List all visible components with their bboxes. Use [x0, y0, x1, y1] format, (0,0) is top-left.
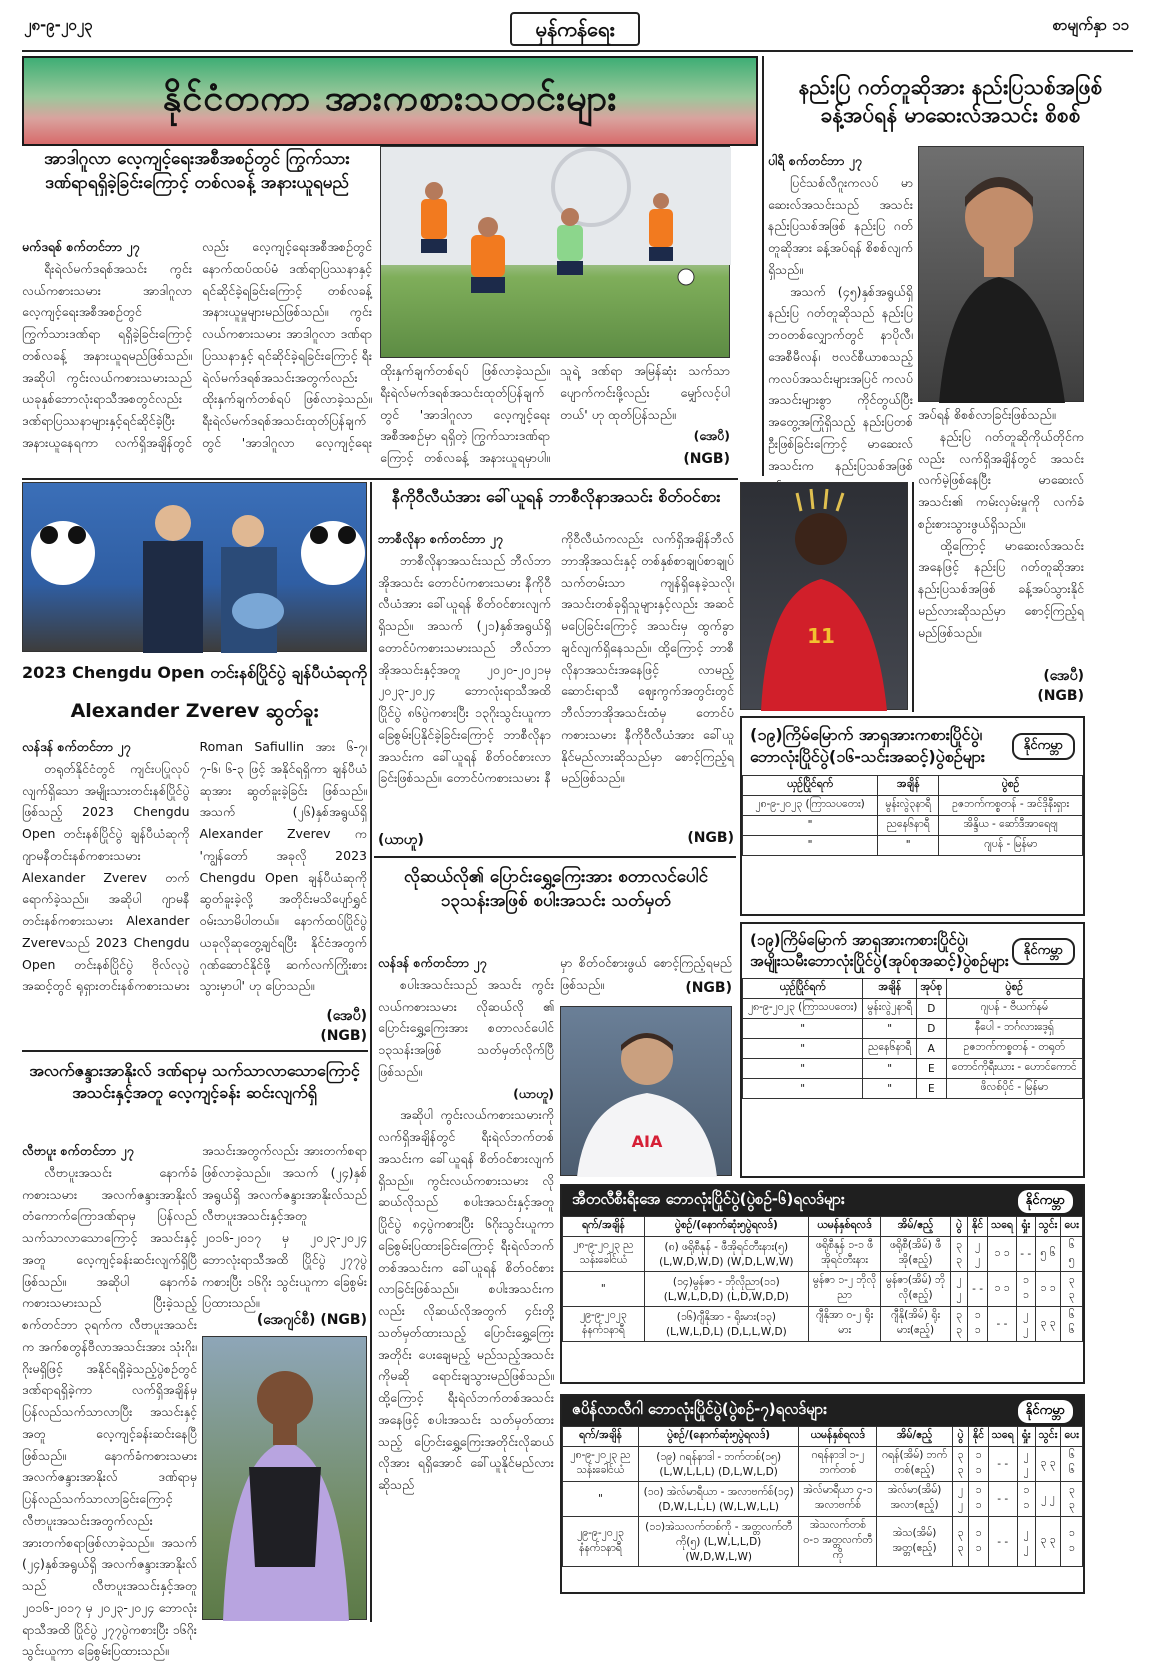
gattuso-byline: ပါရီ စက်တင်ဘာ ၂၇ — [768, 153, 862, 168]
zverev-byline: လန်ဒန် စက်တင်ဘာ ၂၇ — [22, 739, 131, 754]
zverev-headline-line2: Alexander Zverev ဆွတ်ခူး — [70, 700, 319, 723]
masthead-logo: မှန်ကန်ရေး — [510, 12, 640, 46]
table-row — [743, 795, 1083, 815]
table2-col-date: ယှဉ်ပြိုင်ရက် — [743, 979, 863, 999]
table-row — [563, 1307, 1083, 1342]
section-divider-4 — [374, 856, 736, 858]
zverev-photo — [22, 482, 367, 652]
table-cell: ညနေ၆နာရီ — [878, 815, 939, 835]
table-cell: ၃ ၃ — [1061, 1482, 1083, 1517]
nico-text: ဘာစီလိုနာအသင်းသည် ဘီလ်ဘာအိုအသင်း တောင်ပံကစားသမား နီကိုဝီလီယံအား ခေါ်ယူရန် စိတ်ဝင်စားလျက်ရှိသည်။ အသက် (၂၁)နှစ်အရွယ်ရှိ တောင်ပံကစားသမားသည် ဘီလ်ဘာအိုအသင်းနှင့်အတူ ၂၀၂၀-၂၀၂၁မှ ၂၀၂၃-၂၀၂၄ ဘောလုံးရာသီအထိ ပြိုင်ပွဲ ၈၆ပွဲကစားပြီး ၁၃ဂိုးသွင်းယူကာ ခြေစွမ်းပြနိုင်ခဲ့ခြင်းကြောင့် ဘာစီလိုနာအသင်းက ခေါ်ယူရန် စိတ်ဝင်စားလာခြင်းဖြစ်သည်။ တောင်ပံကစားသမား နီကိုဝီလီယံကလည်း လက်ရှိအချိန်ဘီလ်ဘာအိုအသင်းနှင့် တစ်နှစ်စာချုပ်စာချုပ်သက်တမ်းသာ ကျန်ရှိနေခဲ့သလို၊ အသင်းတစ်ခုရှိသူများနှင့်လည်း အဆင်မပြေခြင်းကြောင့် အသင်းမှ ထွက်ခွာချင်လျက်ရှိနေသည်။ ထို့ကြောင့် ဘာစီလိုနာအသင်းအနေဖြင့် လာမည့် ဆောင်းရာသီ ဈေးကွက်အတွင်းတွင် ဘီလ်ဘာအိုအသင်းထံမှ တောင်ပံကစားသမား နီကိုဝီလီယံအား ခေါ်ယူနိုင်မည်လားဆိုသည်မှာ စောင့်ကြည့်ရမည်ဖြစ်သည်။ — [378, 531, 734, 786]
table-header-cell: ရက်/အချိန် — [563, 1427, 639, 1447]
gattuso-headline — [768, 56, 1133, 146]
table-header-cell: ပွဲစဉ်/(နောက်ဆုံး၅ပွဲရလဒ်) — [638, 1427, 799, 1447]
table-cell: အိန္ဒိယ - ဆော်ဒီအာရေဗျ — [939, 815, 1083, 835]
table1-col-time: အချိန် — [878, 775, 939, 795]
table-cell: ဖရိုစီ(အိမ်) ဖီအို(ဧည့်) — [881, 1237, 951, 1272]
adaguala-credit: (NGB) — [683, 451, 730, 467]
section-title: နိုင်ငံတကာ အားကစားသတင်းများ — [162, 78, 618, 119]
nico-body — [378, 528, 734, 828]
table-cell: A — [917, 1039, 947, 1059]
gattuso-text-5: ထို့ကြောင့် မာဆေးလ်အသင်းအနေဖြင့် နည်းပြ ဂတ်တူဆိုအား နည်းပြသစ်အဖြစ် ခန့်အပ်သွားနိုင်မည်လားဆိုသည်မှာ စောင့်ကြည့်ရမည်ဖြစ်သည်။ — [918, 537, 1084, 640]
table2-badge: နိုင်ကမ္ဘာ — [1012, 938, 1075, 965]
gattuso-source: (အေပီ) — [1043, 668, 1084, 684]
table-cell: ၃ ၃ — [952, 1447, 968, 1482]
la-liga-results-table — [560, 1394, 1085, 1594]
table-cell: - - — [1016, 1237, 1035, 1272]
gattuso-body — [768, 150, 913, 476]
table-cell: ၂ ၂ — [1017, 1447, 1035, 1482]
locelso-credit: (NGB) — [685, 980, 732, 996]
table-header-cell: ပေး — [1061, 1217, 1083, 1237]
adaguala-byline: မက်ဒရစ် စက်တင်ဘာ ၂၇ — [22, 239, 140, 254]
locelso-text-2: အဆိုပါ ကွင်းလယ်ကစားသမားကို လက်ရှိအချိန်တွင် ရီးရဲလ်ဘက်တစ်အသင်းက ခေါ်ယူရန် စိတ်ဝင်စားလျက်ရှိသည်။ ကွင်းလယ်ကစားသမား လိုဆယ်လိုသည် စပါးအသင်းနှင့်အတူ ပြိုင်ပွဲ ၈၄ပွဲကစားပြီး ၆ဂိုးသွင်းယူကာ ခြေစွမ်းပြထားခြင်းကြောင့် ရီးရဲလ်ဘက်တစ်အသင်းက ခေါ်ယူရန် စိတ်ဝင်စားလာခြင်းဖြစ်သည်။ စပါးအသင်းကလည်း လိုဆယ်လိုအတွက် ၄င်းတို့ သတ်မှတ်ထားသည့် ပြောင်းရွှေ့ကြေးအတိုင်း ပေးချေမည့် မည်သည့်အသင်းကိုမဆို ရောင်းချသွားမည်ဖြစ်သည်။ ထို့ကြောင့် ရီးရဲလ်ဘက်တစ်အသင်းအနေဖြင့် စပါးအသင်း သတ်မှတ်ထားသည့် ပြောင်းရွှေ့ကြေးအတိုင်းလိုဆယ်လိုအား ရရှိအောင် ခေါ်ယူနိုင်မည်လားဆိုသည် — [378, 1107, 554, 1492]
table-cell: ၂၈-၉-၂၀၂၃ (ကြာသပတေး) — [743, 999, 863, 1019]
table-cell: နီပေါ - ဘင်္ဂလားဒေ့ရှ် — [946, 1019, 1082, 1039]
table1-header — [742, 718, 1083, 775]
table-cell: ၃ ၃ — [950, 1307, 967, 1342]
gattuso-headline-line1: နည်းပြ ဂတ်တူဆိုအား နည်းပြသစ်အဖြစ် — [798, 74, 1103, 99]
table-row — [563, 1517, 1083, 1567]
table-cell: မွန်းလွဲ၃နာရီ — [878, 795, 939, 815]
table-header-cell: ယမန်နှစ်ရလဒ် — [799, 1427, 877, 1447]
gattuso-headline-line2: ခန့်အပ်ရန် မာဆေးလ်အသင်း စိစစ် — [820, 103, 1081, 127]
table2-col-time: အချိန် — [863, 979, 917, 999]
table-cell: ၁ ၁ — [969, 1482, 989, 1517]
table2-header — [742, 924, 1083, 978]
table-cell: - - — [988, 1307, 1017, 1342]
table-cell: ၃ ၃ — [1061, 1272, 1083, 1307]
table-cell: - - — [988, 1482, 1017, 1517]
table-cell: - - — [988, 1517, 1017, 1567]
table1-title — [750, 724, 985, 769]
table-cell: ၂ ၂ — [1016, 1307, 1035, 1342]
table-cell: ၁ ၁ — [1016, 1272, 1035, 1307]
adaguala-headline-line1: အာဒါဂူလာ လေ့ကျင့်ရေးအစီအစဉ်တွင် ကြွက်သား — [44, 149, 350, 169]
zverev-body — [22, 736, 367, 1026]
arnold-headline-line2: အသင်းနှင့်အတူ လေ့ကျင့်ခန်း ဆင်းလျက်ရှိ — [72, 1083, 317, 1103]
arnold-source-credit — [202, 1310, 367, 1331]
table-cell: ၁ ၁ — [988, 1237, 1017, 1272]
table-cell: ညနေ၆နာရီ — [863, 1039, 917, 1059]
nico-source: (ယာဟူ) — [378, 832, 424, 848]
table-row — [563, 1482, 1083, 1517]
table4-badge: နိုင်ကမ္ဘာ — [1018, 1400, 1073, 1423]
gattuso-credit: (NGB) — [1037, 688, 1084, 704]
locelso-text-1: စပါးအသင်းသည် အသင်း ကွင်းလယ်ကစားသမား လိုဆယ်လို ၏ ပြောင်းရွှေ့ကြေးအား စတာလင်ပေါင် ၁၃သန်းအဖြစ် သတ်မှတ်လိုက်ပြီဖြစ်သည်။ — [378, 976, 554, 1079]
zverev-source: (အေပီ) — [326, 1008, 367, 1024]
table4-title: ဇပိန်လာလီဂါ ဘောလုံးပြိုင်ပွဲ(ပွဲစဉ်-၇)ရလဒ်များ — [572, 1400, 828, 1418]
table-cell: (၁၆)ဂျီနိုအာ - ရိုးမား(၁၃) (L,W,L,D,L) (D,L,L,W,D) — [644, 1307, 808, 1342]
arnold-body-cont: အသင်းအတွက်လည်း အားတက်စရာဖြစ်လာခဲ့သည်။ အသက် (၂၄)နှစ်အရွယ်ရှိ အလက်ဇန္ဒားအာနိုးလ်သည် လီဗာပူးအသင်းနှင့်အတူ ၂၀၁၆-၂၀၁၇ မှ ၂၀၂၃-၂၀၂၄ ဘောလုံးရာသီအထိ ပြိုင်ပွဲ ၂၇၇ပွဲကစားပြီး ၁၆ဂိုး သွင်းယူကာ ခြေစွမ်းပြထားသည်။ — [202, 1143, 367, 1311]
table-cell: D — [917, 1019, 947, 1039]
table1-grid — [742, 775, 1083, 856]
nico-photo — [740, 482, 908, 710]
table-header-cell: ယမန်နှစ်ရလဒ် — [808, 1217, 880, 1237]
table-header-cell: အိမ်/ဧည့် — [877, 1427, 953, 1447]
adaguala-body — [22, 236, 372, 472]
table-cell: ၂ ၂ — [1035, 1482, 1061, 1517]
table-cell: အဲသ(အိမ်) အတ္တ(ဧည့်) — [877, 1517, 953, 1567]
table-cell: ၂ ၂ — [1017, 1517, 1035, 1567]
nico-headline: နီကိုဝီလီယံအား ခေါ်ယူရန် ဘာစီလိုနာအသင်း စိတ်ဝင်စား — [391, 487, 721, 506]
table-cell: ဖရိုစီနုန် ၁-၁ ဖီအိုရင်တီးနား — [808, 1237, 880, 1272]
locelso-headline — [378, 866, 734, 914]
table-cell: ၃ ၃ — [1035, 1447, 1061, 1482]
table-cell: မွန်ဇာ ၁-၂ ဘိုလိုညာ — [808, 1272, 880, 1307]
column-divider — [762, 56, 764, 476]
table-header-cell: ပေး — [1061, 1427, 1083, 1447]
table3-badge: နိုင်ကမ္ဘာ — [1018, 1190, 1073, 1213]
table-row — [743, 999, 1083, 1019]
adaguala-source: (အေပီ) — [693, 428, 730, 444]
section-banner — [22, 56, 758, 146]
table-row — [563, 1237, 1083, 1272]
table-cell: (၈) ဖရိုစီနုန် - ဖီအိုရင်တီးနား(၅) (L,W,D,W,D) (W,D,L,W,W) — [644, 1237, 808, 1272]
zverev-credit: (NGB) — [320, 1028, 367, 1044]
svg-text:AIA: AIA — [631, 1132, 663, 1151]
table-cell: " — [743, 1019, 863, 1039]
table-cell: မွန်းလွဲ၂နာရီ — [863, 999, 917, 1019]
table-cell: - - — [968, 1272, 988, 1307]
table-cell: ၆ ၆ — [1061, 1307, 1083, 1342]
locelso-byline: လန်ဒန် စက်တင်ဘာ ၂၇ — [378, 955, 487, 970]
locelso-source: (ယာဟူ) — [513, 1085, 554, 1101]
table-cell: D — [917, 999, 947, 1019]
table-cell: ဂျပန် - ဗီယက်နမ် — [946, 999, 1082, 1019]
locelso-text-3: မှာ စိတ်ဝင်စားဖွယ် စောင့်ကြည့်ရမည်ဖြစ်သည်။ — [560, 955, 732, 992]
table-header-cell: နိုင် — [969, 1427, 989, 1447]
table-header-cell: နိုင် — [968, 1217, 988, 1237]
table-cell: ၂၈-၉-၂၀၂၃ (ကြာသပတေး) — [743, 795, 878, 815]
table-cell: ဥဇဘက်ကစ္စတန် - တရုတ် — [946, 1039, 1082, 1059]
gattuso-text-1: ပြင်သစ်လီဂူးကလပ် မာဆေးလ်အသင်းသည် အသင်းနည်းပြသစ်အဖြစ် နည်းပြ ဂတ်တူဆိုအား ခန့်အပ်ရန် စိစစ်လျက်ရှိသည်။ — [768, 174, 913, 277]
table1-title-line1: (၁၉)ကြိမ်မြောက် အာရှအားကစားပြိုင်ပွဲ၊ — [750, 725, 983, 744]
table-cell: ၁ ၁ — [1061, 1517, 1083, 1567]
table-header-cell: ရက်/အချိန် — [563, 1217, 645, 1237]
table1-col-match: ပွဲစဉ် — [939, 775, 1083, 795]
nico-byline: ဘာစီလိုနာ စက်တင်ဘာ ၂၇ — [378, 531, 503, 546]
table-cell: ၂ ၂ — [968, 1237, 988, 1272]
table-cell: (၁၉) ဂရန်နာဒါ - ဘက်တစ်(၁၅) (L,W,L,L,L) (D,L,W,L,D) — [638, 1447, 799, 1482]
table-cell: ဥဇဘက်ကစ္စတန် - အင်ဒိုနီးရှား — [939, 795, 1083, 815]
section-divider-3 — [22, 1050, 368, 1052]
table-header-cell: သွင်း — [1035, 1217, 1061, 1237]
serie-a-results-table — [560, 1184, 1085, 1384]
table-cell: " — [563, 1272, 645, 1307]
table-cell: ၃ ၃ — [1035, 1517, 1061, 1567]
table-cell: ၂၉-၉-၂၀၂၃ နံနက်၁နာရီ — [563, 1307, 645, 1342]
table-cell: ၂၈-၉-၂၀၂၃ ညသန်းခေါင်ယံ — [563, 1237, 645, 1272]
arnold-headline-line1: အလက်ဇန္ဒားအာနိုးလ် ဒဏ်ရာမှ သက်သာလာသောကြောင့် — [29, 1061, 360, 1080]
table-cell: (၁၁)အဲသလက်တစ်ကို - အတ္တလက်တီကို(၅) (L,W,L,L,D) (W,D,W,L,W) — [638, 1517, 799, 1567]
svg-text:11: 11 — [807, 624, 835, 648]
table-header-cell: သရေ — [988, 1217, 1017, 1237]
table-header-cell: ပွဲစဉ်/(နောက်ဆုံး၅ပွဲရလဒ်) — [644, 1217, 808, 1237]
table-cell: တောင်ကိုရီးယား - ဟောင်ကောင် — [946, 1059, 1082, 1079]
table-header-cell: ရှုံး — [1017, 1427, 1035, 1447]
header-rule — [22, 50, 1133, 52]
table-cell: ၅ ၆ — [1035, 1237, 1061, 1272]
table-row — [743, 835, 1083, 855]
womens-football-fixtures-table — [740, 922, 1085, 1178]
table4-grid — [562, 1426, 1083, 1567]
gattuso-text-4: နည်းပြ ဂတ်တူဆိုကိုယ်တိုင်ကလည်း လက်ရှိအချိန်တွင် အသင်းလက်မဲ့ဖြစ်နေပြီး မာဆေးလ်အသင်း၏ ကမ်းလှမ်းမှုကို လက်ခံစဉ်းစားသွားဖွယ်ရှိသည်။ — [918, 428, 1084, 531]
table-cell: ဂျီနို(အိမ်) ရိုးမား(ဧည့်) — [881, 1307, 951, 1342]
table-cell: " — [743, 1039, 863, 1059]
table-cell: " — [563, 1482, 639, 1517]
table-header-cell: သရေ — [988, 1427, 1017, 1447]
zverev-text: တရုတ်နိုင်ငံတွင် ကျင်းပပြုလုပ်လျက်ရှိသော အမျိုးသားတင်းနစ်ပြိုင်ပွဲဖြစ်သည့် 2023 Chengdu Open တင်းနစ်ပြိုင်ပွဲ ချန်ပီယံဆုကို ဂျာမနီတင်းနစ်ကစားသမား Alexander Zverev တက်ရောက်ခဲ့သည်။ အဆိုပါ ဂျာမနီတင်းနစ်ကစားသမား Alexander Zverevသည် 2023 Chengdu Open တင်းနစ်ပြိုင်ပွဲ ဗိုလ်လုပွဲအဆင့်တွင် ရုရှားတင်းနစ်ကစားသမား Roman Safiullin အား ၆-၇၊ ၇-၆၊ ၆-၃ ဖြင့် အနိုင်ရရှိကာ ချန်ပီယံဆုအား ဆွတ်ခူးခဲ့ခြင်း ဖြစ်သည်။ အသက် (၂၆)နှစ်အရွယ်ရှိ Alexander Zverev က 'ကျွန်တော် အခုလို 2023 Chengdu Open ချန်ပီယံဆုကို ဆွတ်ခူးခဲ့လို့ အတိုင်းမသိပျော်ရွှင်ဝမ်းသာမိပါတယ်။ နောက်ထပ်ပြိုင်ပွဲ ယခုလိုဆုတွေ့ချင်ရပြီး နိုင်ငံအတွက် ဂုဏ်ဆောင်နိုင်ဖို့ ဆက်လက်ကြိုးစားသွားမှာပါ' ဟု ပြောသည်။ — [22, 739, 367, 994]
table-cell: ၆ ၅ — [1061, 1237, 1083, 1272]
table-row — [743, 1079, 1083, 1099]
table-header-cell: ပွဲ — [952, 1427, 968, 1447]
table-cell: ၃ ၃ — [1035, 1307, 1061, 1342]
table-cell: ဖိလစ်ပိုင် - မြန်မာ — [946, 1079, 1082, 1099]
table-cell: မွန်ဇာ(အိမ်) ဘိုလို(ဧည့်) — [881, 1272, 951, 1307]
table3-title: အီတလီစီးရီးအေ ဘောလုံးပြိုင်ပွဲ(ပွဲစဉ်-၆)ရလဒ်များ — [572, 1190, 845, 1208]
table-cell: E — [917, 1079, 947, 1099]
table-row — [743, 1039, 1083, 1059]
table-cell: " — [743, 1079, 863, 1099]
table-cell: (၁၄)မွန်ဇာ - ဘိုလိုညာ(၁၁) (L,W,L,D,D) (L,D,W,D,D) — [644, 1272, 808, 1307]
table-cell: အဲလ်မာ(အိမ်) အလာ(ဧည့်) — [877, 1482, 953, 1517]
table3-grid — [562, 1216, 1083, 1342]
table-header-cell: ရှုံး — [1016, 1217, 1035, 1237]
locelso-photo — [560, 1006, 732, 1176]
table1-title-line2: ဘောလုံးပြိုင်ပွဲ(၁၆-သင်းအဆင့်)ပွဲစဉ်များ — [750, 747, 985, 767]
table-header-cell: ပွဲ — [950, 1217, 967, 1237]
section-divider — [22, 478, 738, 480]
table-cell: ဂျီနိုအာ ၀-၂ ရိုးမား — [808, 1307, 880, 1342]
locelso-headline-line2: ၁၃သန်းအဖြစ် စပါးအသင်း သတ်မှတ် — [441, 890, 671, 911]
table-cell: E — [917, 1059, 947, 1079]
table-row — [743, 1059, 1083, 1079]
table-cell: ၁ ၁ — [988, 1272, 1017, 1307]
table-cell: ၁ ၁ — [969, 1517, 989, 1567]
gattuso-body-cont — [918, 404, 1084, 694]
table-cell: " — [863, 1019, 917, 1039]
arnold-photo — [202, 1336, 367, 1620]
column-divider-3 — [912, 482, 914, 712]
table2-title-line2: အမျိုးသမီးဘောလုံးပြိုင်ပွဲ(အုပ်စုအဆင့်)ပွဲစဉ်များ — [750, 952, 1009, 970]
table2-col-group: အုပ်စု — [917, 979, 947, 999]
table-row — [743, 1019, 1083, 1039]
table2-col-match: ပွဲစဉ် — [946, 979, 1082, 999]
gattuso-text-3: အပ်ရန် စိစစ်လာခြင်းဖြစ်သည်။ — [918, 407, 1056, 422]
asian-games-fixtures-table — [740, 716, 1085, 916]
table-cell: ဂရန်(အိမ်) ဘက်တစ်(ဧည့်) — [877, 1447, 953, 1482]
arnold-byline: လီဗာပူး စက်တင်ဘာ ၂၇ — [22, 1143, 134, 1158]
table3-header — [562, 1186, 1083, 1216]
table-cell: - - — [988, 1447, 1017, 1482]
table-cell: (၁၀) အဲလ်မာရီယာ - အလာဗက်စ်(၁၄) (D,W,L,L,L) (W,L,W,L,L) — [638, 1482, 799, 1517]
training-photo — [380, 146, 730, 358]
zverev-headline — [22, 662, 367, 725]
issue-date: ၂၈-၉-၂၀၂၃ — [24, 16, 93, 34]
adaguala-headline — [22, 148, 372, 196]
table2-title-line1: (၁၉)ကြိမ်မြောက် အာရှအားကစားပြိုင်ပွဲ၊ — [750, 931, 968, 949]
table-cell: အဲသလက်တစ် ၀-၁ အတ္တလက်တီကို — [799, 1517, 877, 1567]
adaguala-text: ရီးရဲလ်မက်ဒရစ်အသင်း ကွင်းလယ်ကစားသမား အာဒါဂူလာ လေ့ကျင့်ရေးအစီအစဉ်တွင် ကြွက်သားဒဏ်ရာ ရရှိခဲ့ခြင်းကြောင့် တစ်လခန့် အနားယူရမည်ဖြစ်သည်။ အဆိုပါ ကွင်းလယ်ကစားသမားသည် ယခုနှစ်ဘောလုံးရာသီအစတွင်လည်း ဒဏ်ရာပြဿနာများနှင့်ရင်ဆိုင်ခဲ့ပြီး အနားယူနေရကာ လက်ရှိအချိန်တွင်လည်း လေ့ကျင့်ရေးအစီအစဉ်တွင် နောက်ထပ်ထပ်မံ ဒဏ်ရာပြဿနာနှင့် ရင်ဆိုင်ခဲ့ရခြင်းကြောင့် တစ်လခန့် အနားယူမှုများမည်ဖြစ်သည်။ ကွင်းလယ်ကစားသမား အာဒါဂူလာ ဒဏ်ရာပြဿနာနှင့် ရင်ဆိုင်ခဲ့ရခြင်းကြောင့် ရီးရဲလ်မက်ဒရစ်အသင်းအတွက်လည်း ထိုးနှက်ချက်တစ်ရပ် ဖြစ်လာခဲ့သည်။ ရီးရဲလ်မက်ဒရစ်အသင်းထုတ်ပြန်ချက်တွင် 'အာဒါဂူလာ လေ့ကျင့်ရေး — [22, 239, 372, 450]
table-cell: " — [863, 1059, 917, 1079]
table-cell: ဂရန်နာဒါ ၁-၂ ဘက်တစ် — [799, 1447, 877, 1482]
table-cell: ၂ ၂ — [952, 1482, 968, 1517]
table-row — [743, 815, 1083, 835]
page-number: စာမျက်နှာ ၁၁ — [1052, 16, 1129, 34]
table2-grid — [742, 978, 1083, 1099]
column-divider-2 — [370, 482, 372, 1622]
table-cell: ၂ ၂ — [950, 1272, 967, 1307]
adaguala-body-cont: ထိုးနှက်ချက်တစ်ရပ် ဖြစ်လာခဲ့သည်။ ရီးရဲလ်မက်ဒရစ်အသင်းထုတ်ပြန်ချက်တွင် 'အာဒါဂူလာ လေ့ကျင့်ရေးအစီအစဉ်မှာ ရရှိတဲ့ ကြွက်သားဒဏ်ရာကြောင့် တစ်လခန့် အနားယူရမှာပါ။ သူရဲ့ ဒဏ်ရာ အမြန်ဆုံး သက်သာပျောက်ကင်းဖို့လည်း မျှော်လင့်ပါတယ်' ဟု ထုတ်ပြန်သည်။ (အေပီ) (NGB) — [380, 363, 730, 467]
nico-credit: (NGB) — [687, 830, 734, 846]
table-cell: ဂျပန် - မြန်မာ — [939, 835, 1083, 855]
table-cell: ၃ ၃ — [950, 1237, 967, 1272]
table-cell: " — [743, 1059, 863, 1079]
locelso-headline-line1: လိုဆယ်လို၏ ပြောင်းရွှေ့ကြေးအား စတာလင်ပေါင် — [403, 867, 708, 887]
arnold-body — [22, 1140, 197, 1659]
gattuso-text-2: အသက် (၄၅)နှစ်အရွယ်ရှိ နည်းပြ ဂတ်တူဆိုသည် နည်းပြဘဝတစ်လျှောက်တွင် နာပိုလီ၊ အေစီမီလန်၊ ဗလင်စီယာစသည့်ကလပ်အသင်းများအပြင် ကလပ်အသင်းများစွာ ကိုင်တွယ်ပြီး အတွေ့အကြုံရှိသည့် နည်းပြတစ်ဦးဖြစ်ခြင်းကြောင့် မာဆေးလ်အသင်းက နည်းပြသစ်အဖြစ် — [768, 283, 913, 473]
adaguala-headline-line2: ဒဏ်ရာရရှိခဲ့ခြင်းကြောင့် တစ်လခန့် အနားယူရမည် — [45, 172, 349, 193]
table-cell: ၂၈-၉-၂၀၂၃ ညသန်းခေါင်ယံ — [563, 1447, 639, 1482]
table-cell: ၃ ၃ — [952, 1517, 968, 1567]
table-cell: " — [863, 1079, 917, 1099]
arnold-source: (အေဂျင်စီ) — [256, 1312, 316, 1328]
table-header-cell: အိမ်/ဧည့် — [881, 1217, 951, 1237]
table-row — [563, 1447, 1083, 1482]
table-cell: ၁ ၁ — [969, 1447, 989, 1482]
table-cell: ၆ ၆ — [1061, 1447, 1083, 1482]
table-cell: " — [743, 835, 878, 855]
nico-footer — [378, 830, 734, 851]
table1-col-date: ယှဉ်ပြိုင်ရက် — [743, 775, 878, 795]
table4-header — [562, 1396, 1083, 1426]
arnold-credit: (NGB) — [320, 1312, 367, 1328]
table-cell: ၁ ၁ — [1017, 1482, 1035, 1517]
locelso-body — [378, 952, 554, 1620]
table-row — [563, 1272, 1083, 1307]
zverev-headline-line1: 2023 Chengdu Open တင်းနစ်ပြိုင်ပွဲ ချန်ပီယံဆုကို — [22, 663, 367, 682]
table-cell: ၂၉-၉-၂၀၂၃ နံနက်၁နာရီ — [563, 1517, 639, 1567]
table-cell: ၁ ၁ — [968, 1307, 988, 1342]
table-header-cell: သွင်း — [1035, 1427, 1061, 1447]
arnold-text: လီဗာပူးအသင်း နောက်ခံကစားသမား အလက်ဇန္ဒားအာနိုးလ် တံကောက်ကြောဒဏ်ရာမှ ပြန်လည်သက်သာလာသောကြောင့် အသင်းနှင့်အတူ လေ့ကျင့်ခန်းဆင်းလျက်ရှိပြီ ဖြစ်သည်။ အဆိုပါ နောက်ခံကစားသမားသည် ပြီးခဲ့သည့် စက်တင်ဘာ ၃ရက်က လီဗာပူးအသင်း က အက်စတွန်ဗီလာအသင်းအား သုံးဂိုး၊ ဂိုးမရှိဖြင့် အနိုင်ရရှိခဲ့သည့်ပွဲစဉ်တွင် ဒဏ်ရာရရှိခဲ့ကာ လက်ရှိအချိန်မှ ပြန်လည်သက်သာလာပြီး အသင်းနှင့်အတူ လေ့ကျင့်ခန်းဆင်းနေပြီ ဖြစ်သည်။ နောက်ခံကစားသမား အလက်ဇန္ဒားအာနိုးလ် ဒဏ်ရာမှ ပြန်လည်သက်သာလာခြင်းကြောင့် လီဗာပူးအသင်းအတွက်လည်း အားတက်စရာဖြစ်လာခဲ့သည်။ အသက် (၂၄)နှစ်အရွယ်ရှိ အလက်ဇန္ဒားအာနိုးလ်သည် လီဗာပူးအသင်းနှင့်အတူ ၂၀၁၆-၂၀၁၇ မှ ၂၀၂၃-၂၀၂၄ ဘောလုံးရာသီအထိ ပြိုင်ပွဲ ၂၇၇ပွဲကစားပြီး ၁၆ဂိုး သွင်းယူကာ ခြေစွမ်းပြထားသည်။ — [22, 1164, 197, 1659]
table-cell: " — [878, 835, 939, 855]
table-cell: " — [743, 815, 878, 835]
table1-badge: နိုင်ကမ္ဘာ — [1012, 733, 1075, 760]
arnold-headline — [22, 1060, 367, 1105]
table-cell: ၁ ၁ — [1035, 1272, 1061, 1307]
gattuso-photo — [918, 146, 1084, 402]
table2-title — [750, 930, 1009, 972]
table-cell: အဲလ်မာရီယာ ၄-၁ အလာဗက်စ် — [799, 1482, 877, 1517]
